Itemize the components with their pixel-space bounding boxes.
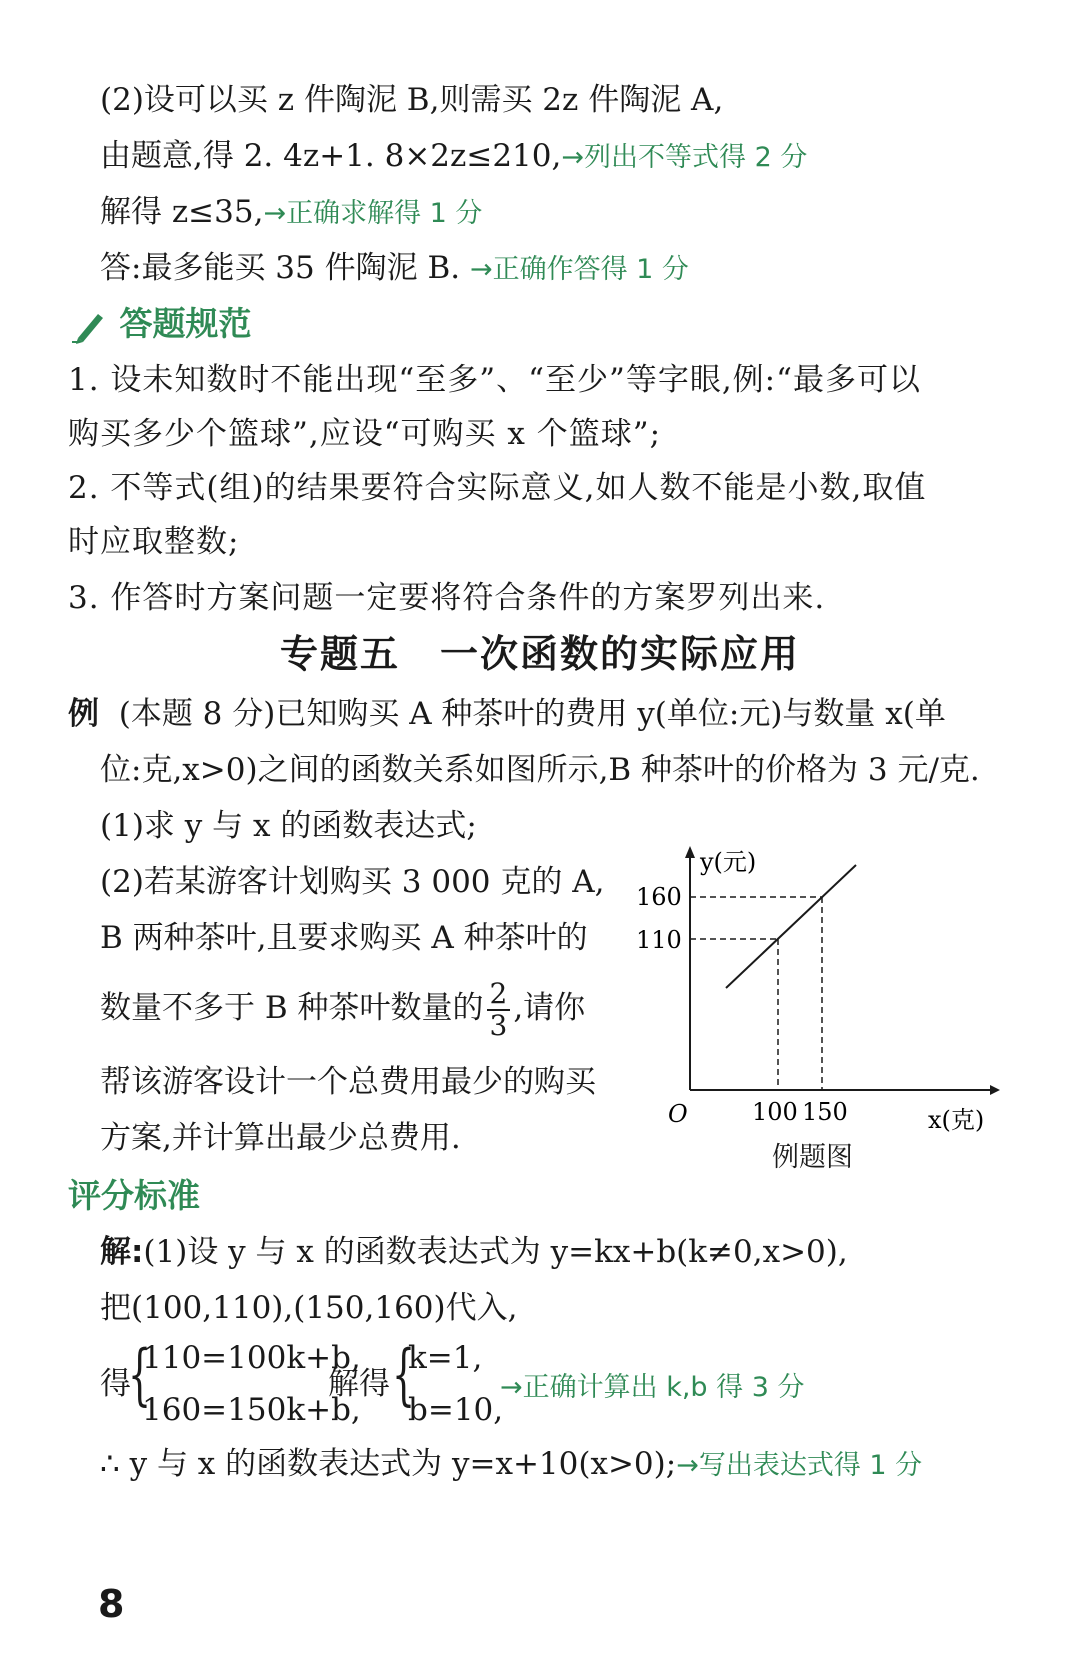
grading-jiede: 解得 [328,1366,390,1402]
example-line-2: 位:克,x>0)之间的函数关系如图所示,B 种茶叶的价格为 3 元/克. [100,752,980,788]
example-question-2d: 帮该游客设计一个总费用最少的购买 [100,1064,596,1100]
example-question-2c-post: ,请你 [513,990,586,1026]
grading-note-4: →写出表达式得 1 分 [676,1450,923,1481]
x-axis-label: x(克) [928,1106,985,1134]
grading-step-1-text: (1)设 y 与 x 的函数表达式为 y=kx+b(k≠0,x>0), [143,1234,848,1270]
part2-note-3: →正确求解得 1 分 [263,198,483,229]
part2-line-1: (2)设可以买 z 件陶泥 B,则需买 2z 件陶泥 A, [100,82,724,118]
norm-item-1b: 购买多少个篮球”,应设“可购买 x 个篮球”; [68,416,662,452]
grading-solution-label: 解: [100,1234,144,1270]
fraction-denominator: 3 [489,1008,508,1042]
part2-solve: 解得 z≤35, [100,194,264,230]
example-question-2e: 方案,并计算出最少总费用. [100,1120,461,1156]
x-tick-150: 150 [802,1098,848,1126]
y-axis-label: y(元) [700,848,757,876]
norm-item-3: 3. 作答时方案问题一定要将符合条件的方案罗列出来. [68,580,826,616]
topic-title: 专题五 一次函数的实际应用 [279,632,800,676]
grading-step-2: 把(100,110),(150,160)代入, [100,1290,518,1326]
grading-step-4 [100,1444,922,1486]
example-graph [636,840,1000,1160]
x-tick-100: 100 [752,1098,798,1126]
fraction-numerator: 2 [487,979,511,1011]
origin-label: O [668,1100,688,1128]
y-tick-110: 110 [636,926,682,954]
norm-item-2a: 2. 不等式(组)的结果要符合实际意义,如人数不能是小数,取值 [68,470,927,506]
page-number: 8 [98,1582,125,1626]
norm-item-1a: 1. 设未知数时不能出现“至多”、“至少”等字眼,例:“最多可以 [68,362,921,398]
example-question-2c [100,976,585,1041]
example-label: 例 [68,696,99,732]
example-question-2b: B 两种茶叶,且要求购买 A 种茶叶的 [100,920,588,956]
part2-answer: 答:最多能买 35 件陶泥 B. [100,250,461,286]
grading-step-1 [100,1232,848,1272]
part2-note-2: →列出不等式得 2 分 [561,142,808,173]
system-eq-2: 160=150k+b, [142,1392,361,1428]
part2-inequality: 由题意,得 2. 4z+1. 8×2z≤210, [100,138,562,174]
y-tick-160: 160 [636,883,682,911]
pencil-icon [68,308,108,344]
fraction-two-thirds [487,976,511,1042]
y-axis-arrow [685,846,695,858]
part2-note-4: →正确作答得 1 分 [469,254,689,285]
function-line [726,865,856,988]
system-eq-1: 110=100k+b, [142,1340,361,1376]
example-line-1 [68,694,946,734]
grading-step-4-text: ∴ y 与 x 的函数表达式为 y=x+10(x>0); [100,1446,677,1482]
norm-item-2b: 时应取整数; [68,524,240,560]
example-question-2a: (2)若某游客计划购买 3 000 克的 A, [100,864,605,900]
example-question-2c-pre: 数量不多于 B 种茶叶数量的 [100,990,484,1026]
solution-b: b=10, [408,1392,504,1428]
norms-heading [68,304,252,344]
part2-line-4 [100,248,689,290]
grading-de: 得 [100,1366,131,1402]
solution-k: k=1, [408,1340,483,1376]
grading-note-3: →正确计算出 k,b 得 3 分 [500,1372,805,1403]
part2-line-2 [100,136,807,178]
graph-caption: 例题图 [772,1142,853,1173]
part2-line-3 [100,192,482,234]
left-brace-2: { [392,1336,416,1413]
grading-title: 评分标准 [68,1176,200,1215]
left-brace-1: { [128,1336,152,1413]
norms-title: 答题规范 [119,304,252,343]
example-text-1: (本题 8 分)已知购买 A 种茶叶的费用 y(单位:元)与数量 x(单 [118,696,946,732]
example-question-1: (1)求 y 与 x 的函数表达式; [100,808,477,844]
x-axis-arrow [990,1085,1000,1095]
